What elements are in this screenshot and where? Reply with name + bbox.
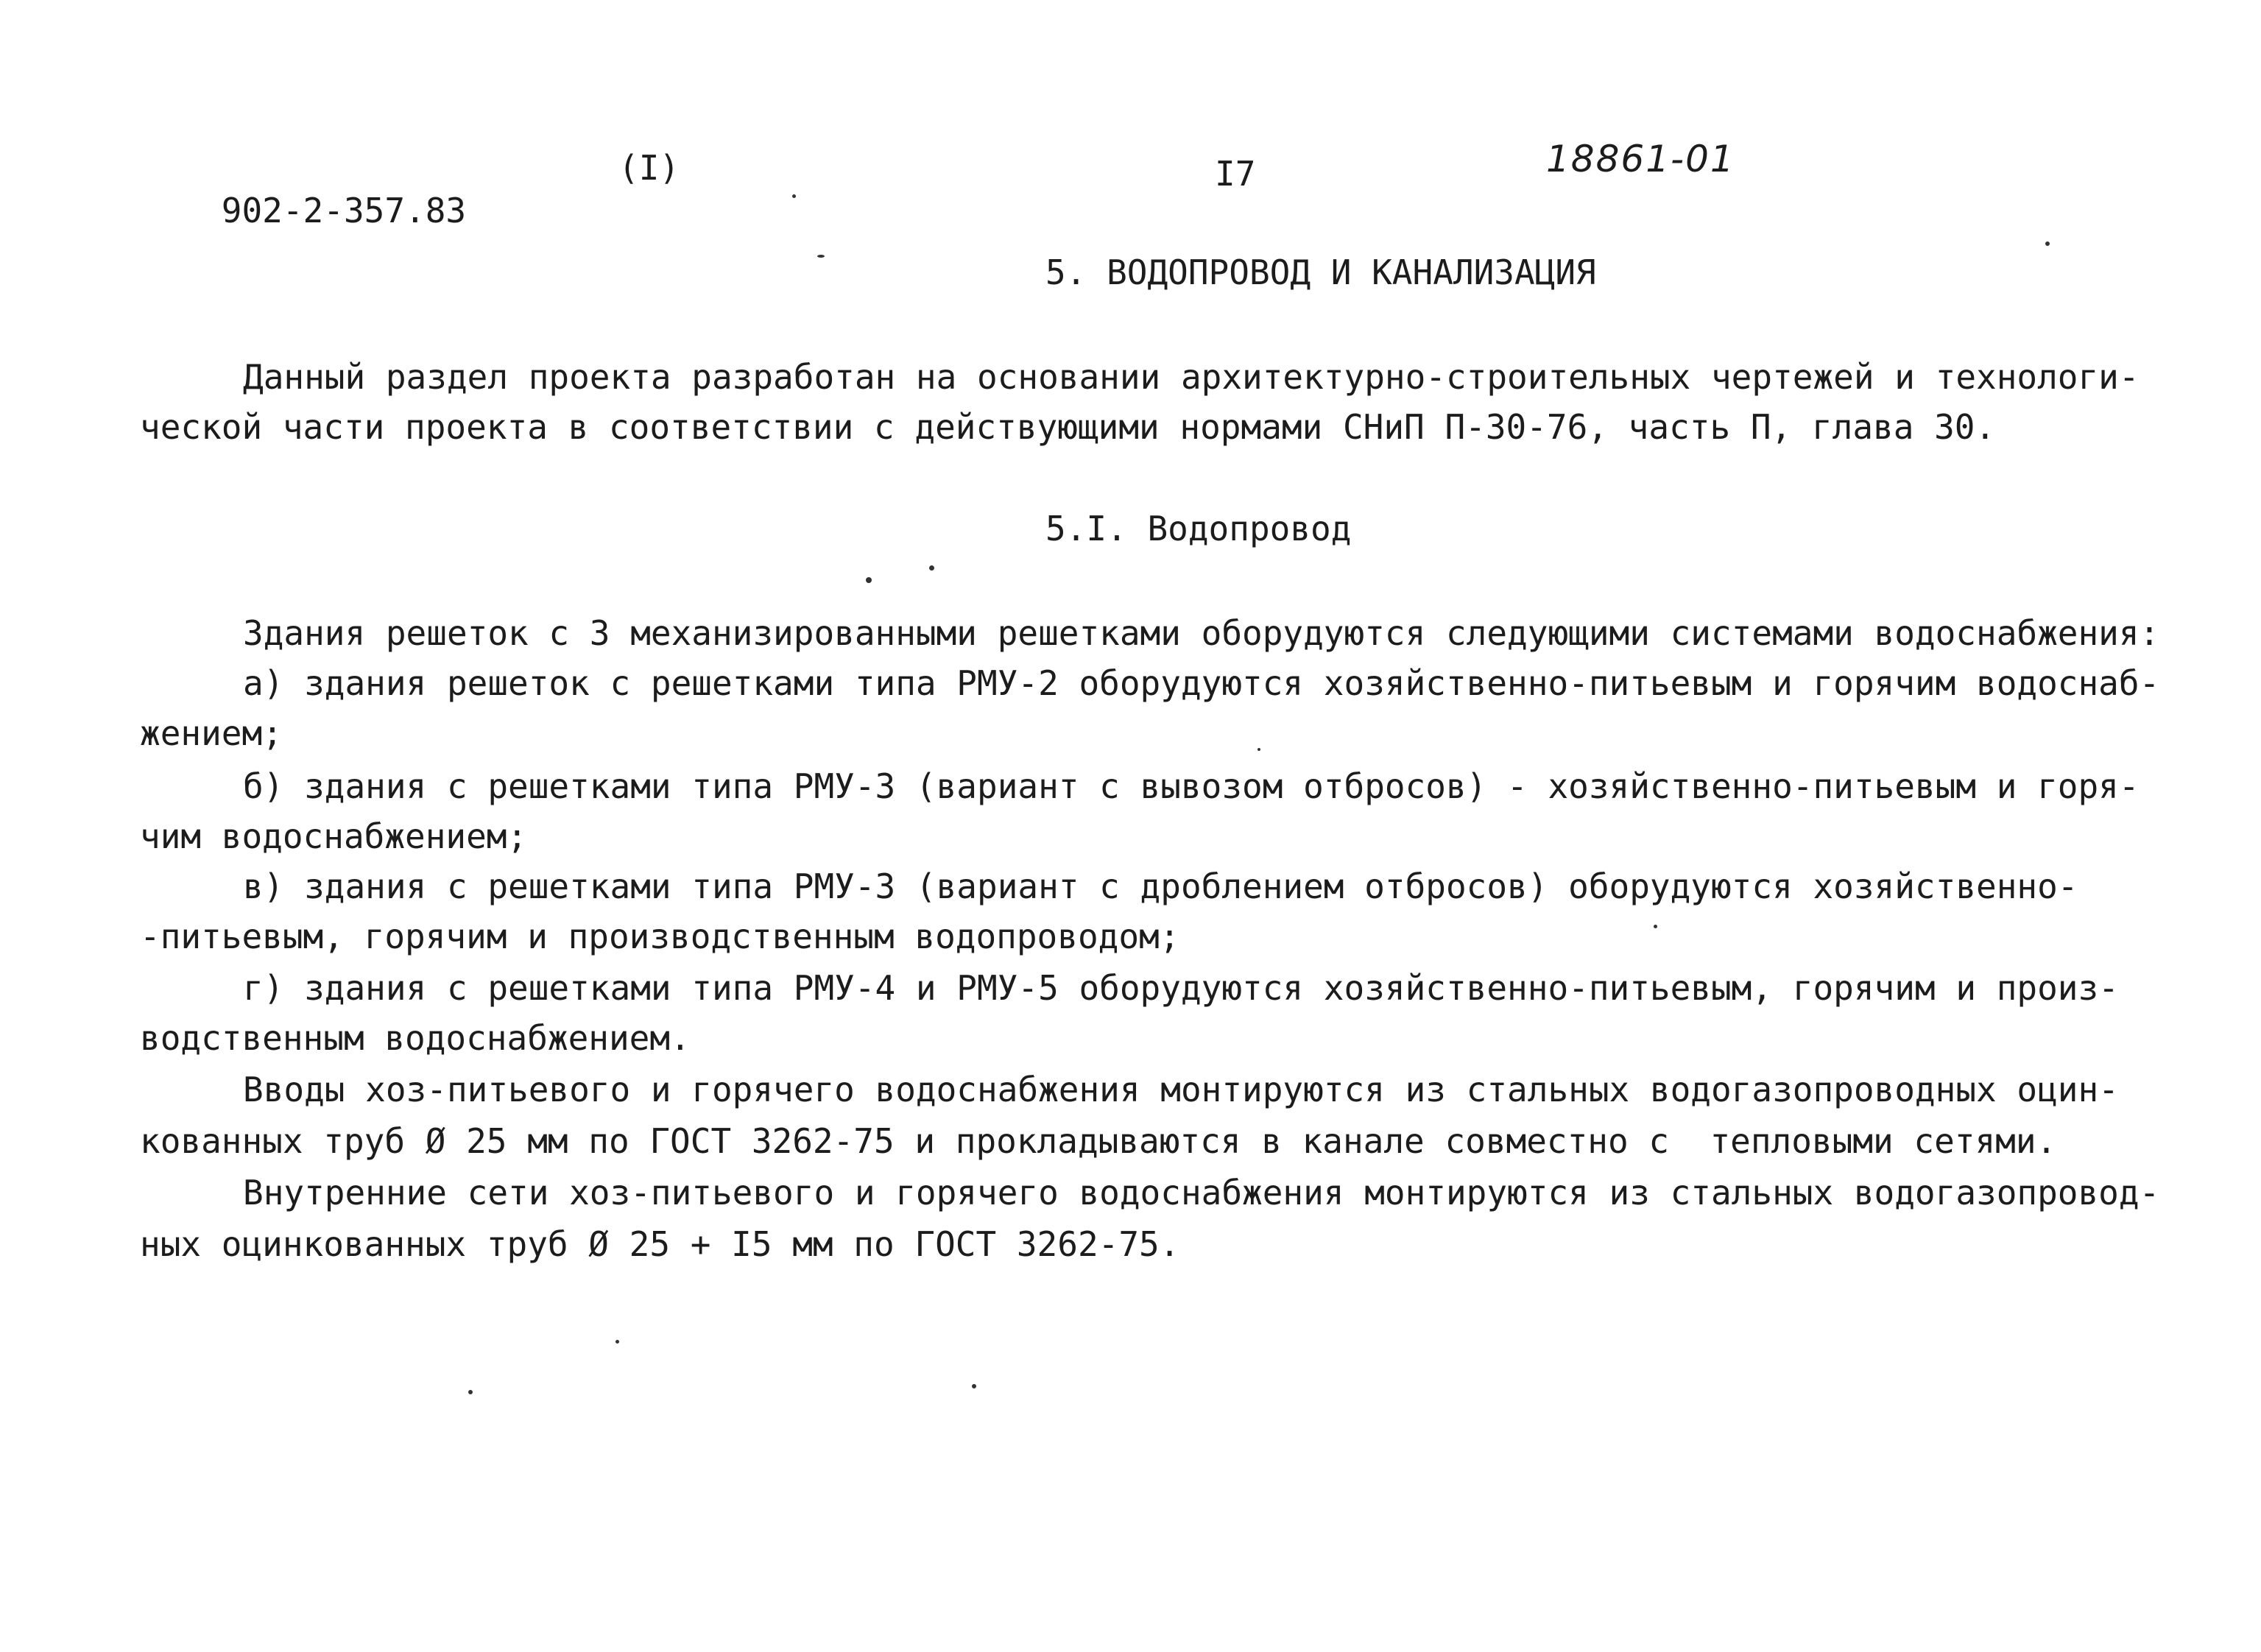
- subsection-title: 5.I. Водопровод: [1045, 509, 1352, 548]
- doc-number-text: 902-2-357.83: [221, 191, 467, 230]
- scan-speck: [1654, 925, 1657, 928]
- scan-speck: [866, 577, 872, 583]
- body-line-3: жением;: [140, 713, 283, 753]
- inventory-number: 18861-01: [1546, 138, 1735, 180]
- body-line-2: а) здания решеток с решетками типа РМУ-2 оборудуются хозяйственно-питьевым и горячим водоснаб-: [243, 663, 2160, 703]
- body-line-5: чим водоснабжением;: [140, 816, 528, 856]
- scan-speck: [1258, 748, 1260, 751]
- body-line-11: кованных труб Ø 25 мм по ГОСТ 3262-75 и прокладываются в канале совместно с тепловыми сетями.: [140, 1121, 2057, 1161]
- body-line-6: в) здания с решетками типа РМУ-3 (вариант с дроблением отбросов) оборудуются хозяйственно-: [243, 866, 2078, 906]
- scan-speck: [468, 1390, 473, 1394]
- scan-speck: [929, 565, 934, 571]
- scan-speck: [817, 255, 825, 258]
- section-title: 5. ВОДОПРОВОД И КАНАЛИЗАЦИЯ: [1045, 253, 1596, 292]
- scan-speck: [972, 1384, 976, 1388]
- page-number: I7: [1215, 154, 1256, 194]
- body-line-10: Вводы хоз-питьевого и горячего водоснабжения монтируются из стальных водогазопроводных оцин-: [243, 1070, 2119, 1109]
- body-line-12: Внутренние сети хоз-питьевого и горячего водоснабжения монтируются из стальных водогазопровод-: [243, 1173, 2160, 1212]
- scan-speck: [615, 1340, 619, 1344]
- body-line-4: б) здания с решетками типа РМУ-3 (вариант с вывозом отбросов) - хозяйственно-питьевым и горя-: [243, 766, 2140, 806]
- scan-speck: [792, 194, 796, 198]
- doc-number: [140, 144, 466, 277]
- intro-line-1: Данный раздел проекта разработан на основании архитектурно-строительных чертежей и технологи-: [243, 357, 2140, 397]
- body-line-1: Здания решеток с 3 механизированными решетками оборудуются следующими системами водоснабжения:: [243, 613, 2160, 653]
- part-number: (I): [618, 148, 680, 188]
- body-line-7: -питьевым, горячим и производственным водопроводом;: [140, 917, 1180, 956]
- intro-line-2: ческой части проекта в соответствии с действующими нормами СНиП П-30-76, часть П, глава 30.: [140, 407, 1996, 447]
- scan-speck: [2045, 241, 2050, 246]
- body-line-9: водственным водоснабжением.: [140, 1018, 691, 1058]
- body-line-8: г) здания с решетками типа РМУ-4 и РМУ-5 оборудуются хозяйственно-питьевым, горячим и произ-: [243, 968, 2119, 1008]
- body-line-13: ных оцинкованных труб Ø 25 + I5 мм по ГОСТ 3262-75.: [140, 1224, 1180, 1264]
